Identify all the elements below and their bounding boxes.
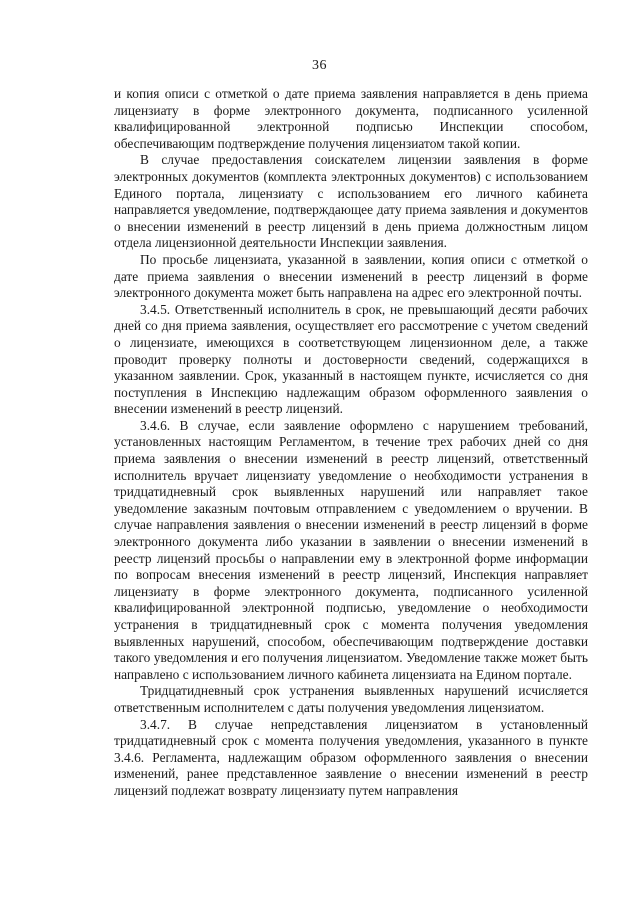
paragraph-clause-3-4-5: 3.4.5. Ответственный исполнитель в срок, не превышающий десяти рабочих дней со дня приема заявления, осуществляет его рассмотрение с учетом сведений о лицензиате, имеющихся в соответствующем лицензионном деле, а также проводит проверку полноты и достоверности сведений, содержащихся в указанном заявлении. Срок, указанный в настоящем пункте, исчисляется со дня поступления в Инспекцию надлежащим образом оформленного заявления о внесении изменений в реестр лицензий. bbox=[114, 301, 588, 417]
page-number: 36 bbox=[312, 58, 327, 73]
paragraph: По просьбе лицензиата, указанной в заявлении, копия описи с отметкой о дате приема заявления о внесении изменений в реестр лицензий в форме электронного документа может быть направлена на адрес его электронной почты. bbox=[114, 251, 588, 301]
paragraph: Тридцатидневный срок устранения выявленных нарушений исчисляется ответственным исполнителем с даты получения уведомления лицензиатом. bbox=[114, 683, 588, 715]
paragraph-clause-3-4-6: 3.4.6. В случае, если заявление оформлено с нарушением требований, установленных настоящим Регламентом, в течение трех рабочих дней со дня приема заявления о внесении изменений в реестр лицензий, ответственный исполнитель вручает лицензиату уведомление о необходимости устранения в тридцатидневный срок выявленных нарушений или направляет такое уведомление заказным почтовым отправлением с уведомлением о вручении. В случае направления заявления о внесении изменений в реестр лицензий в форме электронного документа либо указании в заявлении о внесении изменений в реестр лицензий просьбы о направлении ему в электронной форме информации по вопросам внесения изменений в реестр лицензий, Инспекция направляет лицензиату в форме электронного документа, подписанного усиленной квалифицированной электронной подписью, уведомление о необходимости устранения в тридцатидневный срок с момента получения уведомления выявленных нарушений, способом, обеспечивающим подтверждение доставки такого уведомления и его получения лицензиатом. Уведомление также может быть направлено с использованием личного кабинета лицензиата на Едином портале. bbox=[114, 417, 588, 682]
paragraph-clause-3-4-7: 3.4.7. В случае непредставления лицензиатом в установленный тридцатидневный срок с момента получения уведомления, указанного в пункте 3.4.6. Регламента, надлежащим образом оформленного заявления о внесении изменений, ранее представленное заявление о внесении изменений в реестр лицензий подлежат возврату лицензиату путем направления bbox=[114, 716, 588, 798]
paragraph: В случае предоставления соискателем лицензии заявления в форме электронных документов (комплекта электронных документов) с использованием Единого портала, лицензиату с использованием его личного кабинета направляется уведомление, подтверждающее дату приема заявления и документов о внесении изменений в реестр лицензий в день приема должностным лицом отдела лицензионной деятельности Инспекции заявления. bbox=[114, 152, 588, 251]
paragraph-continuation: и копия описи с отметкой о дате приема заявления направляется в день приема лицензиату в форме электронного документа, подписанного усиленной квалифицированной электронной подписью Инспекции способом, обеспечивающим подтверждение получения лицензиатом такой копии. bbox=[114, 86, 588, 151]
document-body bbox=[114, 86, 588, 800]
